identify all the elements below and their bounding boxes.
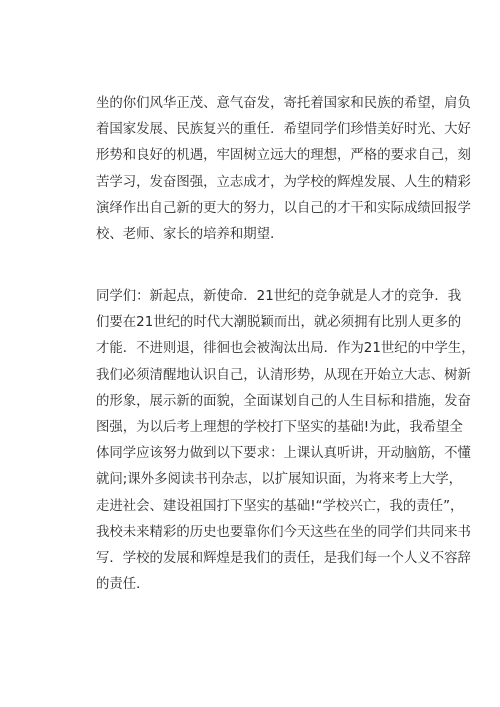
text-line: 苦学习，发奋图强，立志成才，为学校的辉煌发展、人生的精彩 — [96, 174, 471, 190]
text-line: 我校未来精彩的历史也要靠你们今天这些在坐的同学们共同来书 — [96, 524, 471, 540]
text-line: 形势和良好的机遇，牢固树立远大的理想，严格的要求自己，刻 — [96, 148, 471, 164]
text-line: 才能．不进则退，徘徊也会被淘汰出局．作为21世纪的中学生， — [96, 341, 475, 357]
text-line: 图强，为以后考上理想的学校打下坚实的基础!为此，我希望全 — [96, 419, 463, 435]
text-line: 体同学应该努力做到以下要求：上课认真听讲，开动脑筋，不懂 — [96, 446, 471, 462]
text-line: 的形象，展示新的面貌，全面谋划自己的人生目标和措施，发奋 — [96, 393, 471, 409]
text-line: 写．学校的发展和辉煌是我们的责任，是我们每一个人义不容辞 — [96, 550, 471, 566]
text-line: 着国家发展、民族复兴的重任．希望同学们珍惜美好时光、大好 — [96, 122, 471, 138]
text-line: 我们必须清醒地认识自己，认清形势，从现在开始立大志、树新 — [96, 367, 471, 383]
text-line: 坐的你们风华正茂、意气奋发，寄托着国家和民族的希望，肩负 — [96, 96, 471, 111]
text-line: 走进社会、建设祖国打下坚实的基础!“学校兴亡，我的责任”， — [96, 498, 464, 514]
text-line: 同学们：新起点，新使命．21世纪的竞争就是人才的竞争．我 — [96, 289, 462, 304]
paragraph-2 — [96, 284, 475, 598]
text-line: 就问;课外多阅读书刊杂志，以扩展知识面，为将来考上大学， — [96, 472, 463, 488]
text-line: 的责任． — [96, 577, 150, 593]
text-line: 校、老师、家长的培养和期望． — [96, 226, 284, 242]
text-line: 演绎作出自己新的更大的努力，以自己的才干和实际成绩回报学 — [96, 200, 471, 216]
paragraph-1 — [96, 91, 471, 248]
text-line: 们要在21世纪的时代大潮脱颖而出，就必须拥有比别人更多的 — [96, 315, 462, 331]
